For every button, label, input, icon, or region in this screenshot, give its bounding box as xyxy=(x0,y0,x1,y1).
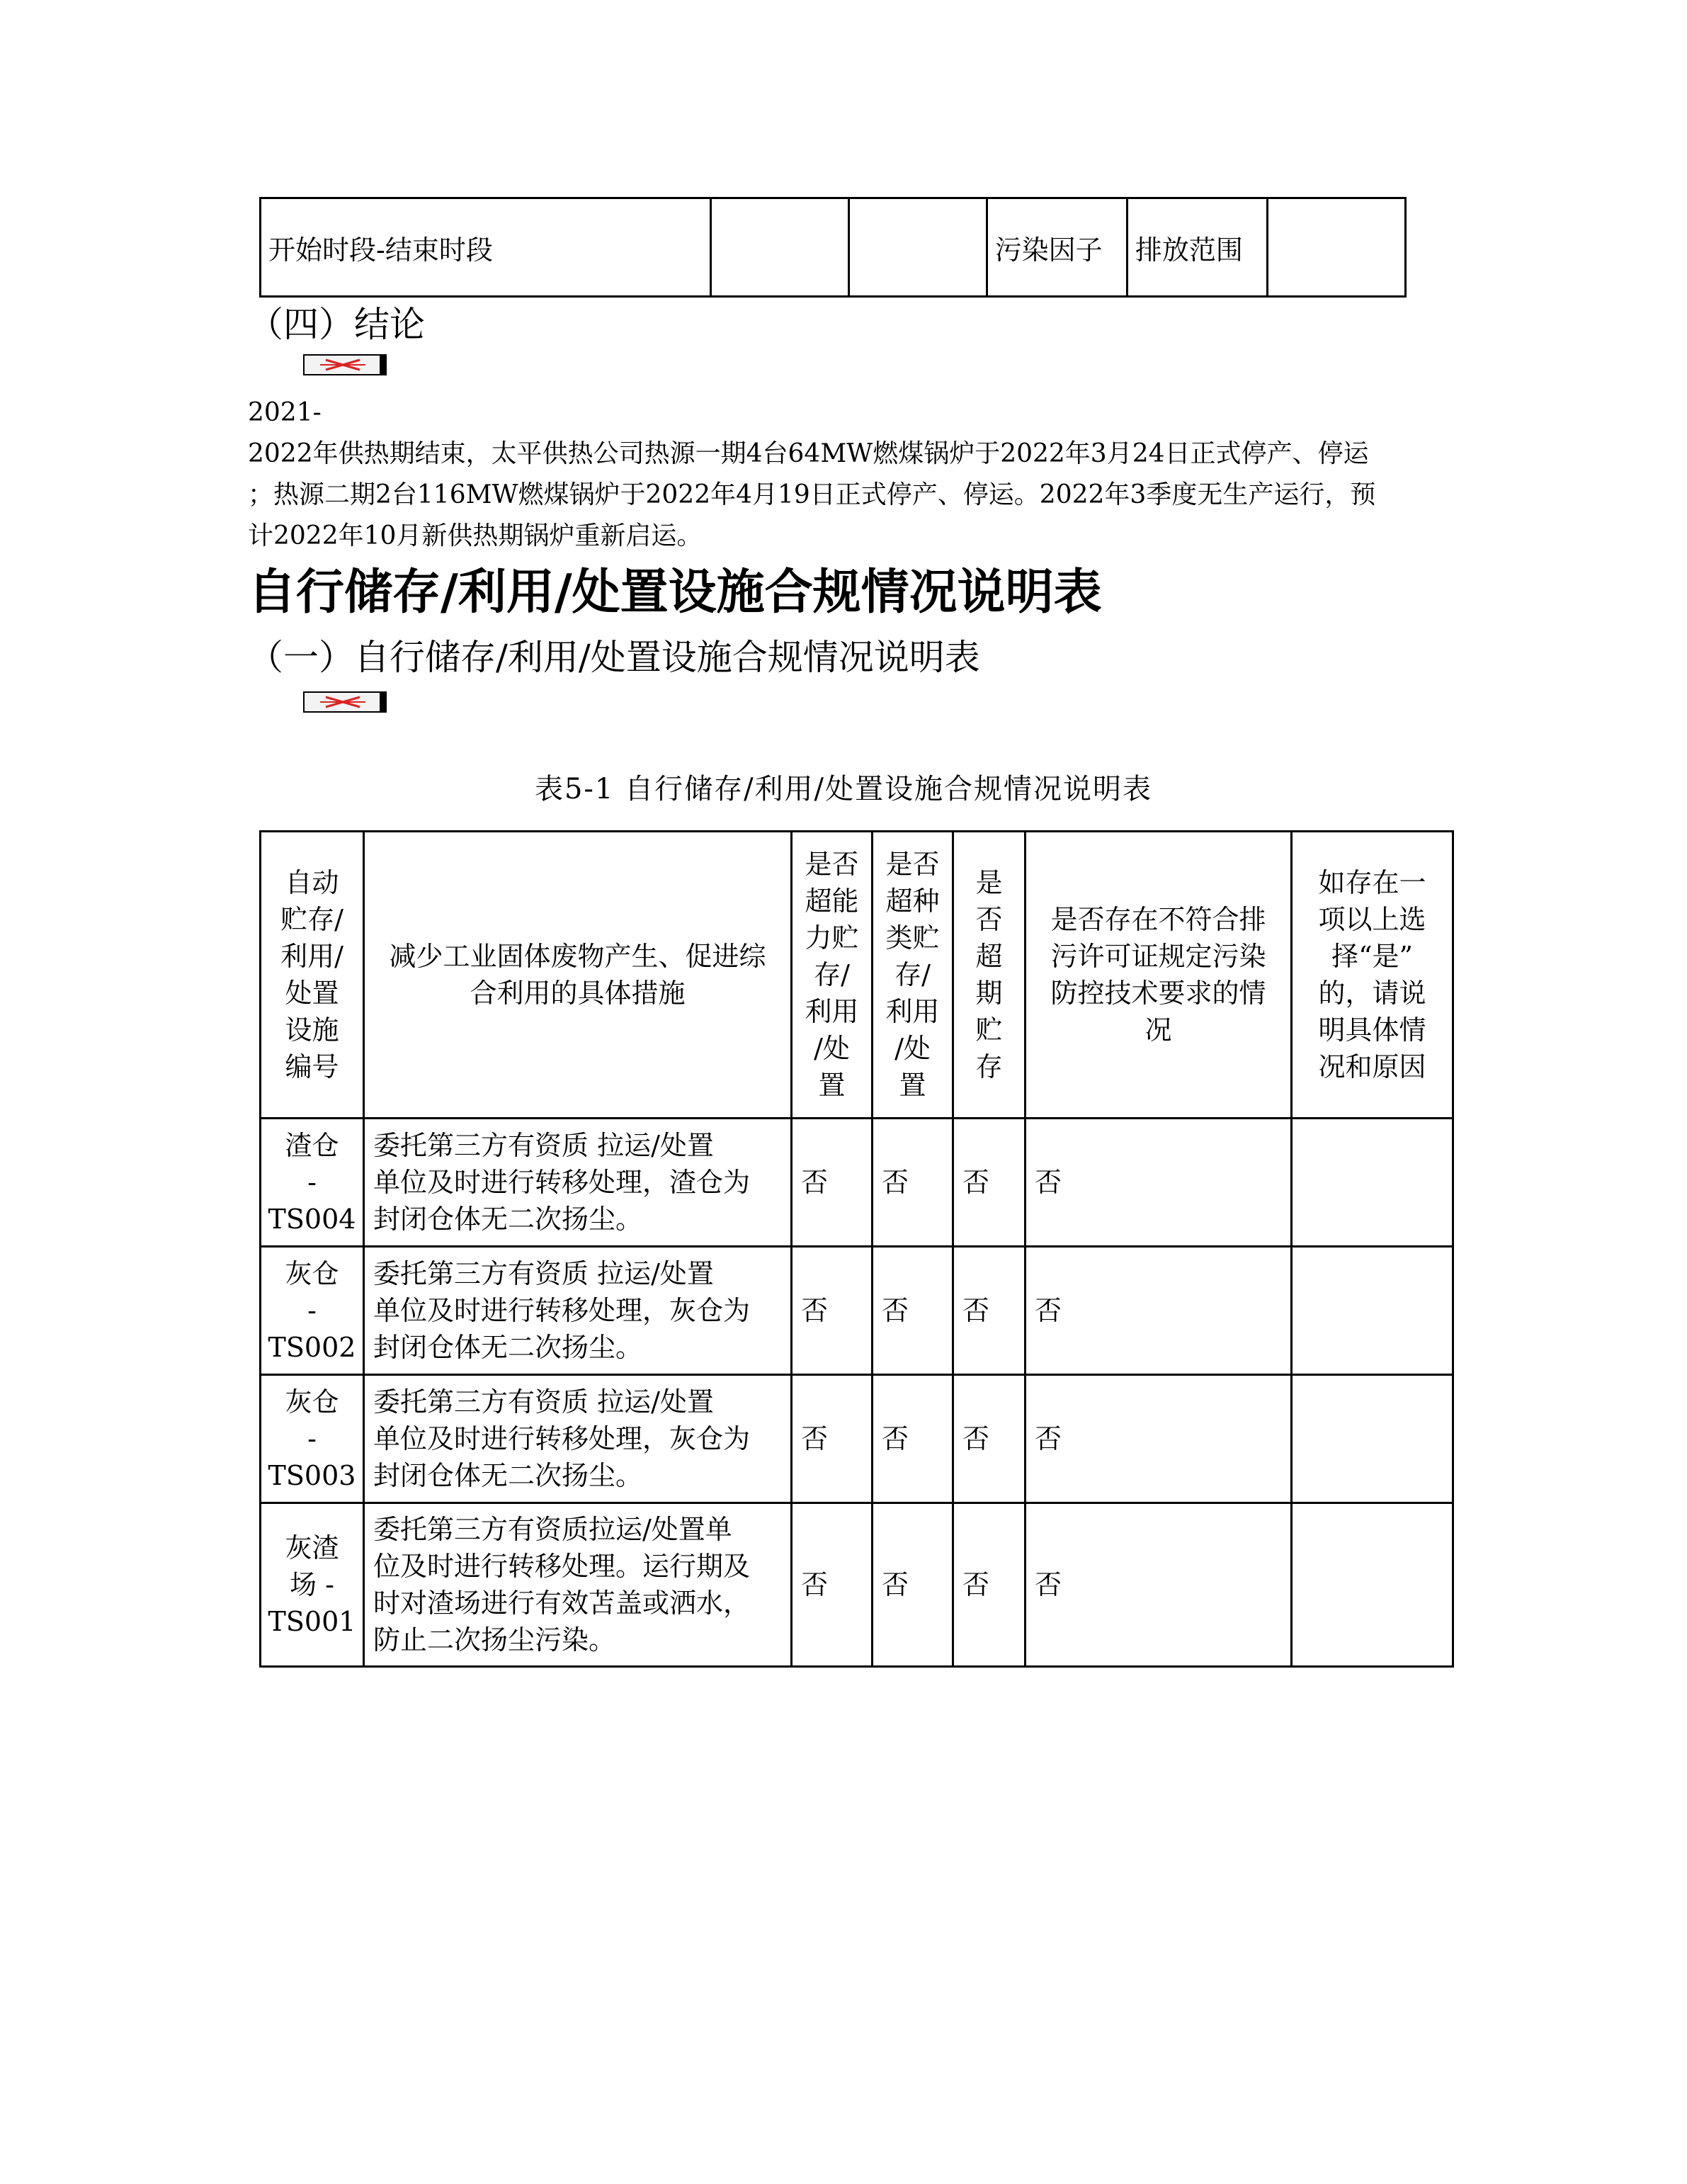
over-type-cell: 否 xyxy=(873,1375,953,1503)
header-over-period: 是 否 超 期 贮 存 xyxy=(953,832,1026,1119)
conclusion-line: 2022年供热期结束，太平供热公司热源一期4台64MW燃煤锅炉于2022年3月24日正式停产、停运 xyxy=(248,439,1369,468)
broken-image-icon xyxy=(303,691,387,713)
measure-cell: 委托第三方有资质 拉运/处置 单位及时进行转移处理，渣仓为 封闭仓体无二次扬尘。 xyxy=(364,1119,792,1247)
facility-code-cell: 渣仓 - TS004 xyxy=(261,1119,364,1247)
non-compliant-cell: 否 xyxy=(1026,1503,1292,1667)
explanation-cell xyxy=(1292,1375,1453,1503)
over-period-cell: 否 xyxy=(953,1375,1026,1503)
empty-cell xyxy=(848,198,987,297)
over-capacity-cell: 否 xyxy=(792,1119,873,1247)
conclusion-line: 计2022年10月新供热期锅炉重新启运。 xyxy=(248,521,703,550)
header-explanation: 如存在一 项以上选 择“是” 的，请说 明具体情 况和原因 xyxy=(1292,832,1453,1119)
table-header-row xyxy=(261,832,1453,1119)
header-facility-code: 自动 贮存/ 利用/ 处置 设施 编号 xyxy=(261,832,364,1119)
measure-cell: 委托第三方有资质 拉运/处置 单位及时进行转移处理，灰仓为 封闭仓体无二次扬尘。 xyxy=(364,1375,792,1503)
explanation-cell xyxy=(1292,1119,1453,1247)
non-compliant-cell: 否 xyxy=(1026,1119,1292,1247)
measure-cell: 委托第三方有资质 拉运/处置 单位及时进行转移处理，灰仓为 封闭仓体无二次扬尘。 xyxy=(364,1247,792,1375)
measure-cell: 委托第三方有资质拉运/处置单 位及时进行转移处理。运行期及 时对渣场进行有效苫盖或洒水， 防止二次扬尘污染。 xyxy=(364,1503,792,1667)
facility-compliance-table xyxy=(259,830,1454,1668)
pollutant-label: 污染因子 xyxy=(987,198,1127,297)
header-non-compliant: 是否存在不符合排 污许可证规定污染 防控技术要求的情 况 xyxy=(1026,832,1292,1119)
table-row xyxy=(261,1119,1453,1247)
facility-code-cell: 灰仓 - TS002 xyxy=(261,1247,364,1375)
conclusion-paragraph xyxy=(248,392,1375,557)
over-type-cell: 否 xyxy=(873,1119,953,1247)
over-type-cell: 否 xyxy=(873,1503,953,1667)
period-label: 开始时段-结束时段 xyxy=(261,198,711,297)
over-period-cell: 否 xyxy=(953,1247,1026,1375)
non-compliant-cell: 否 xyxy=(1026,1375,1292,1503)
section-one-heading: （一）自行储存/利用/处置设施合规情况说明表 xyxy=(248,637,980,678)
empty-cell xyxy=(710,198,848,297)
over-type-cell: 否 xyxy=(873,1247,953,1375)
over-period-cell: 否 xyxy=(953,1119,1026,1247)
explanation-cell xyxy=(1292,1503,1453,1667)
table-caption: 表5-1 自行储存/利用/处置设施合规情况说明表 xyxy=(534,773,1153,805)
emission-period-table xyxy=(259,197,1407,298)
over-capacity-cell: 否 xyxy=(792,1375,873,1503)
table-row xyxy=(261,198,1406,297)
table-row xyxy=(261,1375,1453,1503)
chapter-title: 自行储存/利用/处置设施合规情况说明表 xyxy=(248,564,1102,621)
over-capacity-cell: 否 xyxy=(792,1247,873,1375)
section-four-heading: （四）结论 xyxy=(248,304,425,345)
header-measures: 减少工业固体废物产生、促进综 合利用的具体措施 xyxy=(364,832,792,1119)
header-over-type: 是否 超种 类贮 存/ 利用 /处 置 xyxy=(873,832,953,1119)
table-row xyxy=(261,1503,1453,1667)
facility-code-cell: 灰渣 场 - TS001 xyxy=(261,1503,364,1667)
header-over-capacity: 是否 超能 力贮 存/ 利用 /处 置 xyxy=(792,832,873,1119)
over-capacity-cell: 否 xyxy=(792,1503,873,1667)
explanation-cell xyxy=(1292,1247,1453,1375)
broken-image-icon xyxy=(303,354,387,375)
empty-cell xyxy=(1268,198,1406,297)
facility-code-cell: 灰仓 - TS003 xyxy=(261,1375,364,1503)
range-label: 排放范围 xyxy=(1127,198,1267,297)
conclusion-line: ；热源二期2台116MW燃煤锅炉于2022年4月19日正式停产、停运。2022年3季度无生产运行，预 xyxy=(248,480,1376,509)
table-row xyxy=(261,1247,1453,1375)
over-period-cell: 否 xyxy=(953,1503,1026,1667)
non-compliant-cell: 否 xyxy=(1026,1247,1292,1375)
conclusion-line: 2021- xyxy=(248,398,322,427)
